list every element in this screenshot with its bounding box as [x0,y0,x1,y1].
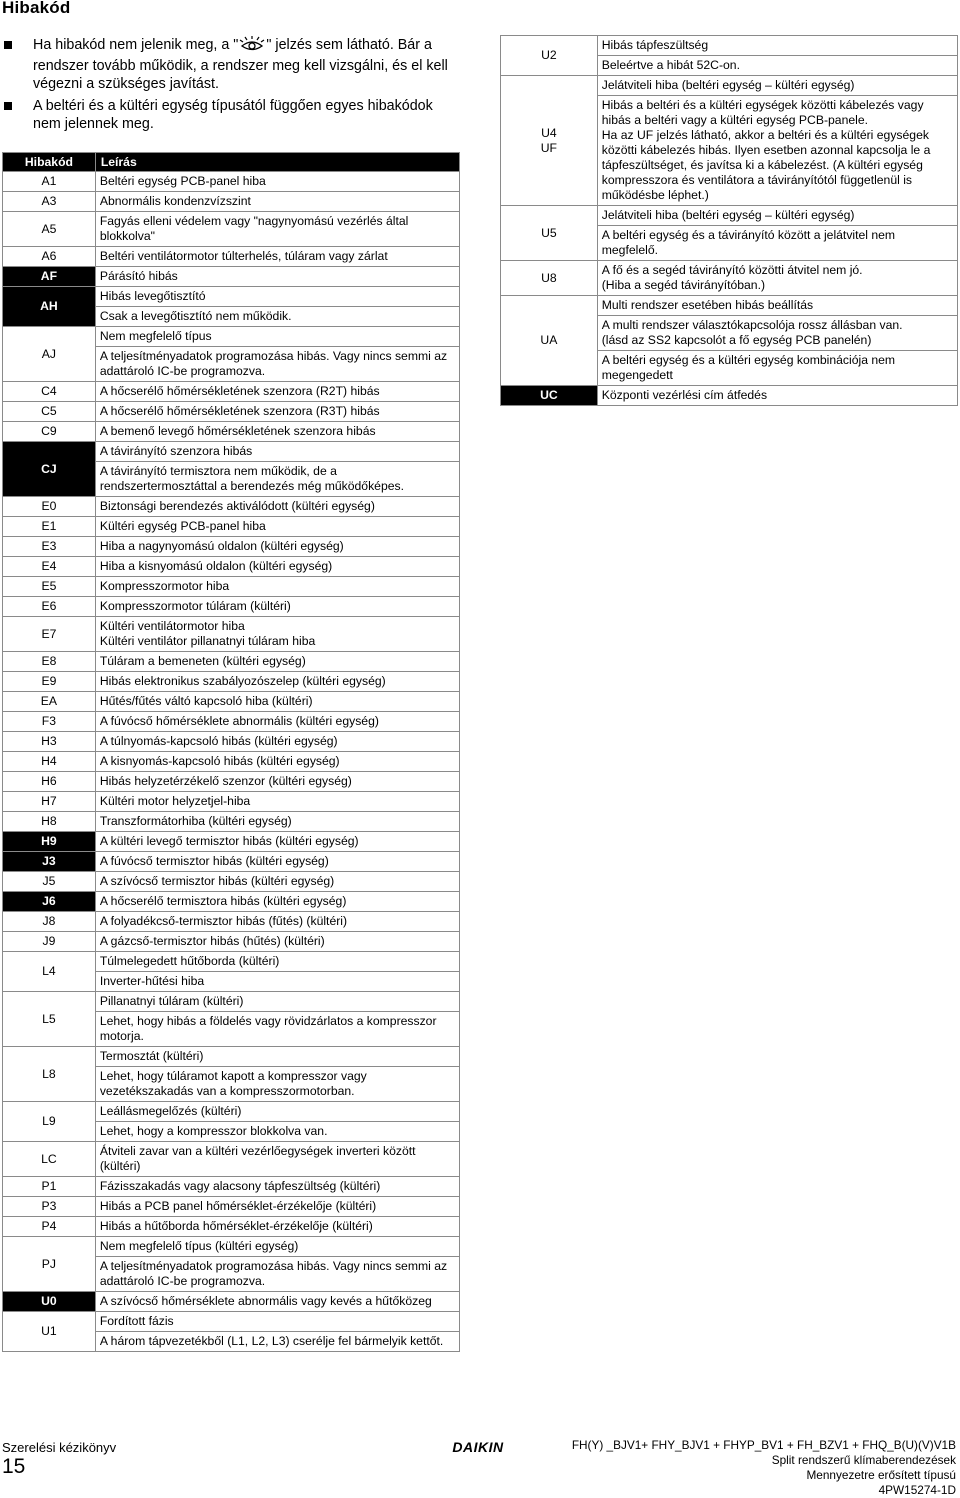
error-description [95,537,459,557]
error-code: E4 [3,557,96,577]
description-line: Fázisszakadás vagy alacsony tápfeszültség (kültéri) [99,1179,381,1193]
description-line: Átviteli zavar van a kültéri vezérlőegységek inverteri között (kültéri) [99,1144,416,1173]
description-line: Fordított fázis [99,1314,174,1328]
footer-line-3: Mennyezetre erősített típusú [806,1468,956,1482]
table-row [3,752,460,772]
error-code: J6 [3,892,96,912]
table-row [3,382,460,402]
error-code: U4 UF [501,76,598,206]
description-line: A fő és a segéd távirányító közötti átvitel nem jó. (Hiba a segéd távirányítóban.) [601,263,863,292]
table-row [3,772,460,792]
error-description [95,617,459,652]
table-row [3,1047,460,1102]
description-line: A hőcserélő hőmérsékletének szenzora (R2T) hibás [99,384,380,398]
description-line: A bemenő levegő hőmérsékletének szenzora hibás [99,424,376,438]
table-row [3,1217,460,1237]
error-description [95,267,459,287]
table-row [3,247,460,267]
table-row [501,386,958,406]
error-description [95,832,459,852]
error-description [95,1237,459,1292]
error-description [95,442,459,497]
error-description [597,36,957,76]
error-code: U8 [501,261,598,296]
table-header-row [3,153,460,172]
description-line: Pillanatnyi túláram (kültéri) [99,994,244,1008]
description-line: A kültéri levegő termisztor hibás (kültéri egység) [99,834,359,848]
description-line: Központi vezérlési cím átfedés [601,388,768,402]
table-row [3,1102,460,1142]
table-row [3,912,460,932]
table-row [3,537,460,557]
description-line: Fagyás elleni védelem vagy "nagynyomású vezérlés által blokkolva" [99,214,409,243]
table-row [3,852,460,872]
error-description [95,497,459,517]
description-line: A három tápvezetékből (L1, L2, L3) cserélje fel bármelyik kettőt. [96,1331,459,1349]
table-row [3,597,460,617]
error-description [597,261,957,296]
error-description [95,932,459,952]
description-line: Beltéri ventilátormotor túlterhelés, túláram vagy zárlat [99,249,388,263]
description-line: Kültéri motor helyzetjel-hiba [99,794,251,808]
error-description [95,792,459,812]
table-row [3,267,460,287]
daikin-logo [442,1440,514,1454]
table-row [3,892,460,912]
error-code: H4 [3,752,96,772]
table-row [3,652,460,672]
description-line: Hibás helyzetérzékelő szenzor (kültéri egység) [99,774,352,788]
table-row [3,172,460,192]
eye-icon [239,36,265,57]
table-row [3,577,460,597]
description-line: Beltéri egység PCB-panel hiba [99,174,266,188]
description-line: Kompresszormotor túláram (kültéri) [99,599,291,613]
error-code: E1 [3,517,96,537]
error-description [95,752,459,772]
description-line: Hibás levegőtisztító [99,289,206,303]
table-row [3,402,460,422]
svg-text:DAIKIN: DAIKIN [452,1440,504,1454]
error-code: U5 [501,206,598,261]
error-description [95,732,459,752]
description-line: Multi rendszer esetében hibás beállítás [601,298,814,312]
error-code: L8 [3,1047,96,1102]
error-code-table [2,152,460,1352]
description-line: Hibás tápfeszültség [601,38,709,52]
error-description [95,247,459,267]
bullet-text-2: A beltéri és a kültéri egység típusától függően egyes hibakódok nem jelennek meg. [33,98,433,132]
error-code: AF [3,267,96,287]
error-code: UC [501,386,598,406]
description-line: A szívócső hőmérséklete abnormális vagy kevés a hűtőközeg [99,1294,432,1308]
description-line: A szívócső termisztor hibás (kültéri egység) [99,874,335,888]
description-line: A gázcső-termisztor hibás (hűtés) (kültéri) [99,934,325,948]
description-line: A folyadékcső-termisztor hibás (fűtés) (kültéri) [99,914,348,928]
error-description [95,1312,459,1352]
description-line: Hibás a beltéri és a kültéri egységek közötti kábelezés vagy hibás a beltéri vagy a kültéri egység PCB-panele. Ha az UF jelzés látható, akkor a beltéri és a kültéri egységek közötti kábelezés hibás. Ilyen esetben azonnal kapcsolja le a tápfeszültséget, és javítsa ki a kábelezést. (A kültéri egység kompresszora és ventilátora a távirányítótól függetlenül is működésbe léphet.) [598,95,957,203]
description-line: Lehet, hogy a kompresszor blokkolva van. [96,1121,459,1139]
header-description: Leírás [95,153,459,172]
description-line: Kompresszormotor hiba [99,579,230,593]
description-line: A beltéri egység és a kültéri egység kombinációja nem megengedett [598,350,957,383]
error-code: EA [3,692,96,712]
table-row [3,872,460,892]
table-row [3,1197,460,1217]
error-description [95,952,459,992]
table-row [501,76,958,206]
description-line: A távirányító termisztora nem működik, de a rendszertermosztáttal a berendezés még működőképes. [96,461,459,494]
footer-doc-id: 4PW15274-1D [878,1483,956,1497]
description-line: Kültéri ventilátormotor hiba Kültéri ventilátor pillanatnyi túláram hiba [99,619,316,648]
error-description [95,672,459,692]
description-line: Hiba a nagynyomású oldalon (kültéri egység) [99,539,344,553]
header-code: Hibakód [3,153,96,172]
description-line: Transzformátorhiba (kültéri egység) [99,814,292,828]
table-row [3,672,460,692]
table-row [3,712,460,732]
error-description [95,172,459,192]
bullet-text-before: Ha hibakód nem jelenik meg, a " [33,37,239,53]
description-line: Biztonsági berendezés aktiválódott (kültéri egység) [99,499,375,513]
description-line: Lehet, hogy hibás a földelés vagy rövidzárlatos a kompresszor motorja. [96,1011,459,1044]
page-number: 15 [2,1455,26,1478]
error-description [95,557,459,577]
bullet-square [4,41,12,49]
table-row [3,1142,460,1177]
error-code: A3 [3,192,96,212]
error-description [95,1217,459,1237]
description-line: A kisnyomás-kapcsoló hibás (kültéri egység) [99,754,340,768]
description-line: Jelátviteli hiba (beltéri egység – kültéri egység) [601,208,855,222]
error-description [95,327,459,382]
description-line: Túláram a bemeneten (kültéri egység) [99,654,306,668]
error-code-table-continued [500,35,958,406]
error-description [95,1047,459,1102]
error-code: LC [3,1142,96,1177]
error-code: AJ [3,327,96,382]
error-code: E3 [3,537,96,557]
description-line: Hűtés/fűtés váltó kapcsoló hiba (kültéri) [99,694,313,708]
error-description [95,382,459,402]
table-row [3,692,460,712]
description-line: Hibás a hűtőborda hőmérséklet-érzékelője (kültéri) [99,1219,373,1233]
error-code: H7 [3,792,96,812]
error-description [95,422,459,442]
error-description [597,206,957,261]
table-row [3,192,460,212]
table-row [3,517,460,537]
bullet-square [4,102,12,110]
description-line: Lehet, hogy túláramot kapott a kompresszor vagy vezetékszakadás van a kompresszormotorban. [96,1066,459,1099]
error-code: E7 [3,617,96,652]
table-row [3,212,460,247]
error-code: UA [501,296,598,386]
error-code: J5 [3,872,96,892]
table-row [3,732,460,752]
error-description [95,652,459,672]
table-row [501,296,958,386]
error-code: AH [3,287,96,327]
table-row [3,617,460,652]
error-description [95,912,459,932]
error-description [95,872,459,892]
bullet-text-after: " jelzés sem látható. Bár a rendszer tovább működik, a rendszer meg kell vizsgálni, és el kell végezni a szükséges javítást. [33,37,448,92]
error-code: H3 [3,732,96,752]
description-line: Párásító hibás [99,269,178,283]
table-row [3,442,460,497]
description-line: A hőcserélő termisztora hibás (kültéri egység) [99,894,347,908]
description-line: A távirányító szenzora hibás [99,444,253,458]
error-description [95,517,459,537]
description-line: Beleértve a hibát 52C-on. [598,55,957,73]
description-line: Termosztát (kültéri) [99,1049,204,1063]
description-line: Abnormális kondenzvízszint [99,194,251,208]
error-code: C9 [3,422,96,442]
footer-line-2: Split rendszerű klímaberendezések [771,1453,956,1467]
error-description [95,597,459,617]
error-code: H9 [3,832,96,852]
error-description [95,892,459,912]
description-line: A túlnyomás-kapcsoló hibás (kültéri egység) [99,734,338,748]
description-line: A beltéri egység és a távirányító között a jelátvitel nem megfelelő. [598,225,957,258]
error-description [95,1142,459,1177]
error-code: CJ [3,442,96,497]
error-code: U0 [3,1292,96,1312]
error-description [95,992,459,1047]
error-description [95,212,459,247]
description-line: A fúvócső hőmérséklete abnormális (kültéri egység) [99,714,379,728]
error-description [95,1177,459,1197]
error-code: C5 [3,402,96,422]
table-row [501,206,958,261]
table-row [3,992,460,1047]
error-description [95,192,459,212]
error-code: L4 [3,952,96,992]
error-code: J3 [3,852,96,872]
error-code: J8 [3,912,96,932]
error-code: H6 [3,772,96,792]
description-line: A teljesítményadatok programozása hibás. Vagy nincs semmi az adattároló IC-be programozva. [96,346,459,379]
error-code: E5 [3,577,96,597]
error-code: L5 [3,992,96,1047]
description-line: Jelátviteli hiba (beltéri egység – kültéri egység) [601,78,855,92]
error-description [95,692,459,712]
description-line: Leállásmegelőzés (kültéri) [99,1104,242,1118]
description-line: Hiba a kisnyomású oldalon (kültéri egység) [99,559,333,573]
error-code: P3 [3,1197,96,1217]
table-row [3,952,460,992]
description-line: A teljesítményadatok programozása hibás. Vagy nincs semmi az adattároló IC-be programozva. [96,1256,459,1289]
table-row [3,832,460,852]
bullet-text-1 [33,36,456,93]
description-line: A fúvócső termisztor hibás (kültéri egység) [99,854,329,868]
description-line: Hibás elektronikus szabályozószelep (kültéri egység) [99,674,386,688]
error-description [95,577,459,597]
error-code: U1 [3,1312,96,1352]
table-row [3,1177,460,1197]
error-description [597,296,957,386]
footer-models: FH(Y) _BJV1+ FHY_BJV1 + FHYP_BV1 + FH_BZV1 + FHQ_B(U)(V)V1B [571,1438,956,1452]
error-description [95,1197,459,1217]
table-row [501,36,958,76]
table-row [3,1292,460,1312]
error-code: U2 [501,36,598,76]
error-description [95,712,459,732]
error-code: A5 [3,212,96,247]
description-line: A hőcserélő hőmérsékletének szenzora (R3T) hibás [99,404,380,418]
error-description [95,812,459,832]
description-line: Inverter-hűtési hiba [96,971,459,989]
table-row [3,497,460,517]
manual-label: Szerelési kézikönyv [2,1440,117,1455]
table-row [3,287,460,327]
error-code: J9 [3,932,96,952]
error-code: P4 [3,1217,96,1237]
description-line: Túlmelegedett hűtőborda (kültéri) [99,954,280,968]
table-row [3,422,460,442]
error-code: E9 [3,672,96,692]
error-description [597,76,957,206]
error-code: P1 [3,1177,96,1197]
error-code: E0 [3,497,96,517]
error-code: F3 [3,712,96,732]
table-row [3,1312,460,1352]
error-code: H8 [3,812,96,832]
error-code: E8 [3,652,96,672]
table-row [3,557,460,577]
description-line: Kültéri egység PCB-panel hiba [99,519,266,533]
table-row [3,932,460,952]
error-description [597,386,957,406]
footer-product-info [572,1438,956,1498]
error-description [95,1102,459,1142]
error-description [95,772,459,792]
error-description [95,852,459,872]
description-line: Csak a levegőtisztító nem működik. [96,306,459,324]
table-row [3,1237,460,1292]
table-row [501,261,958,296]
error-description [95,402,459,422]
description-line: Nem megfelelő típus [99,329,212,343]
page-title: Hibakód [2,0,71,17]
error-code: L9 [3,1102,96,1142]
description-line: Nem megfelelő típus (kültéri egység) [99,1239,299,1253]
error-code: A6 [3,247,96,267]
error-description [95,1292,459,1312]
table-row [3,327,460,382]
error-code: A1 [3,172,96,192]
error-code: C4 [3,382,96,402]
error-description [95,287,459,327]
description-line: Hibás a PCB panel hőmérséklet-érzékelője (kültéri) [99,1199,377,1213]
error-code: PJ [3,1237,96,1292]
table-row [3,792,460,812]
error-code: E6 [3,597,96,617]
table-row [3,812,460,832]
description-line: A multi rendszer választókapcsolója rossz állásban van. (lásd az SS2 kapcsolót a fő egység PCB panelén) [598,315,957,348]
